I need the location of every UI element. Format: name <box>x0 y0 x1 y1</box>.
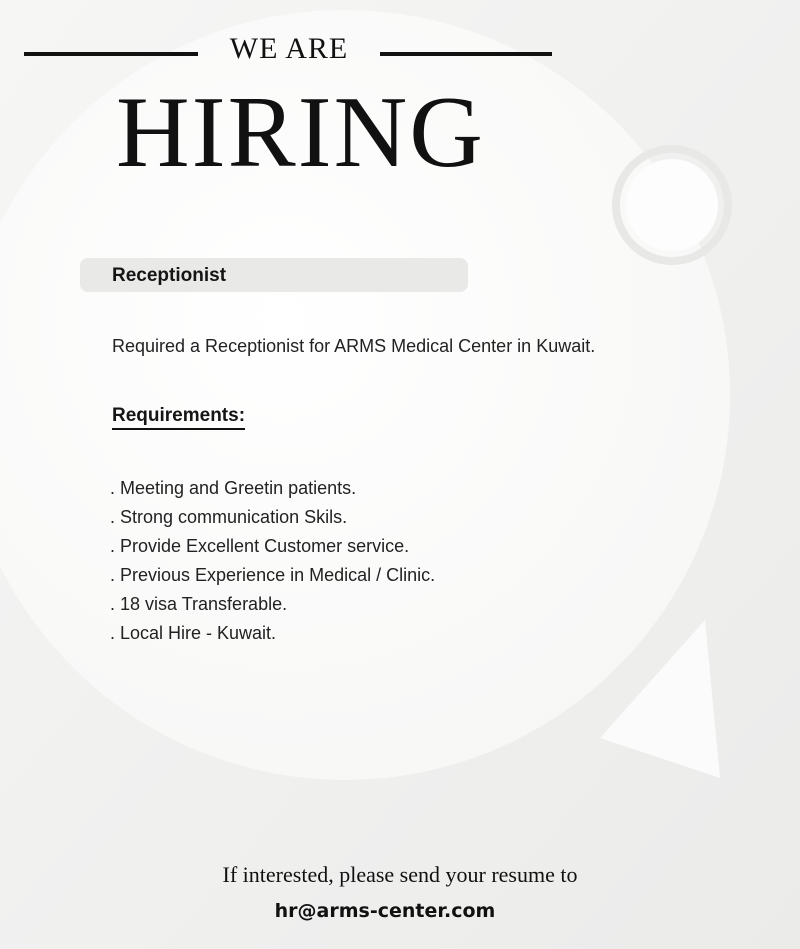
requirements-heading-text: Requirements <box>112 405 239 426</box>
contact-instructions: If interested, please send your resume to <box>222 862 578 887</box>
job-description: Required a Receptionist for ARMS Medical Center in Kuwait. <box>112 336 596 356</box>
requirements-heading <box>112 405 245 430</box>
page-title: HIRING <box>116 76 485 189</box>
list-item: . Previous Experience in Medical / Clinic. <box>110 565 436 585</box>
list-item: . Local Hire - Kuwait. <box>110 623 277 643</box>
requirements-heading-colon: : <box>238 405 246 426</box>
list-item: . Strong communication Skils. <box>110 507 348 527</box>
list-item: . Meeting and Greetin patients. <box>110 478 357 498</box>
title-rule-left <box>24 52 198 56</box>
requirements-list <box>110 474 435 648</box>
pretitle: WE ARE <box>229 32 349 65</box>
contact-email: hr@arms-center.com <box>274 900 496 922</box>
title-rule-right <box>380 52 552 56</box>
list-item: . Provide Excellent Customer service. <box>110 536 410 556</box>
job-title: Receptionist <box>112 265 227 286</box>
list-item: . 18 visa Transferable. <box>110 594 288 614</box>
